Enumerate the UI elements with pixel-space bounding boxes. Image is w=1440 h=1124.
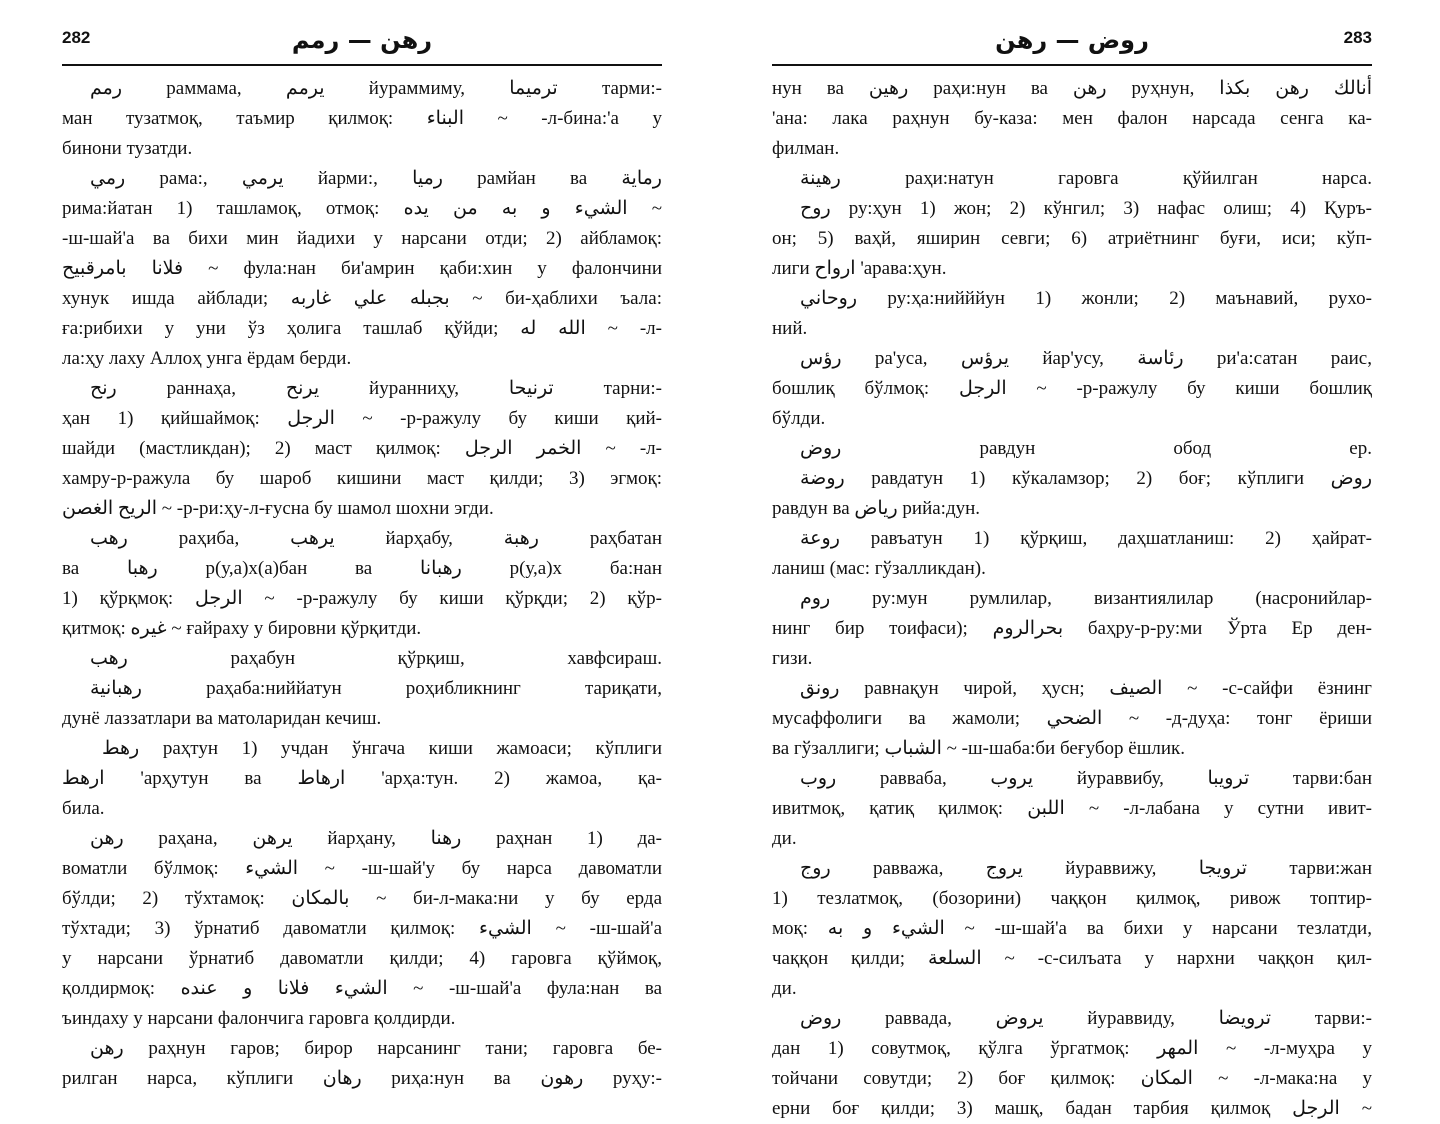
text-line: ди. <box>772 978 797 999</box>
text-line: روض равдун обод ер. <box>800 438 1372 459</box>
text-line: روج равважа, يروج йураввижу, ترويجا тарви:жан <box>800 858 1372 879</box>
text-line: رهينة раҳи:натун гаровга қўйилган нарса. <box>800 168 1372 189</box>
left-page-body <box>62 74 662 1094</box>
text-line: бошлиқ бўлмоқ: الرجل ~ -р-ражулу бу киши бошлиқ <box>772 378 1372 399</box>
text-line: 'ана: лака раҳнун бу-каза: мен фалон нарсада сенга ка- <box>772 108 1372 129</box>
text-line: бўлди. <box>772 408 826 429</box>
text-line: филман. <box>772 138 840 159</box>
text-line: روب равваба, يروب йураввибу, ترويبا тарви:бан <box>800 768 1372 789</box>
text-line: ивитмоқ, қатиқ қилмоқ: اللبن ~ -л-лабана у сутни ивит- <box>772 798 1372 819</box>
right-page-number: 283 <box>1343 28 1372 47</box>
text-line: ва رهبا р(у,а)х(а)бан ва رهبانا р(у,а)х ба:нан <box>62 558 662 579</box>
text-line: у нарсани ўрнатиб давоматли қилди; 4) гаровга қўймоқ, <box>62 948 662 969</box>
text-line: равдун ва رياض рийа:дун. <box>772 498 981 519</box>
text-line: روم ру:мун румлилар, византиялилар (насронийлар- <box>800 588 1372 609</box>
text-line: ҳан 1) қийшаймоқ: الرجل ~ -р-ражулу бу киши қий- <box>62 408 662 429</box>
text-line: ва гўзаллиги; الشباب ~ -ш-шаба:би беғубор ёшлик. <box>772 738 1185 759</box>
text-line: мусаффолиги ва жамоли; الضحي ~ -д-дуҳа: тонг ёриши <box>772 708 1372 729</box>
text-line: 1) тезлатмоқ, (бозорини) чаққон қилмоқ, ривож топтир- <box>772 888 1372 909</box>
right-page-header <box>772 18 1372 66</box>
left-page <box>62 18 662 1094</box>
text-line: روضة равдатун 1) кўкаламзор; 2) боғ; кўплиги روض <box>800 468 1372 489</box>
right-page-body <box>772 74 1372 1124</box>
text-line: қолдирмоқ: الشيء فلانا و عنده ~ -ш-шай'а фула:нан ва <box>62 978 662 999</box>
text-line: ман тузатмоқ, таъмир қилмоқ: البناء ~ -л-бина:'а у <box>62 108 662 129</box>
left-page-header <box>62 18 662 66</box>
text-line: رهن раҳана, يرهن йарҳану, رهنا раҳнан 1) да- <box>90 828 662 849</box>
text-line: хунук ишда айблади; بجبله علي غاربه ~ би-ҳаблихи ъала: <box>62 288 662 309</box>
text-line: ланиш (мас: гўзалликдан). <box>772 558 986 579</box>
text-line: нун ва رهين раҳи:нун ва رهن руҳнун, أنالك رهن بكذا <box>772 78 1372 99</box>
text-line: روح ру:ҳун 1) жон; 2) кўнгил; 3) нафас олиш; 4) Қуръ- <box>800 198 1372 219</box>
text-line: лиги ارواح 'арава:ҳун. <box>772 258 947 279</box>
text-line: он; 5) ваҳй, яширин севги; 6) атриётнинг буғи, иси; кўп- <box>772 228 1372 249</box>
text-line: فلانا بامرقبيح ~ фула:нан би'амрин қаби:хин у фалончини <box>62 258 662 279</box>
right-running-head: روض — رهن <box>995 26 1149 54</box>
text-line: روض раввада, يروض йураввиду, ترويضا тарви:- <box>800 1008 1372 1029</box>
text-line: رهب раҳиба, يرهب йарҳабу, رهبة раҳбатан <box>90 528 662 549</box>
text-line: ла:ҳу лаху Аллоҳ унга ёрдам берди. <box>62 348 352 369</box>
text-line: рима:йатан 1) ташламоқ, отмоқ: الشيء و به من يده ~ <box>62 198 662 219</box>
text-line: الريح الغصن ~ -р-ри:ҳу-л-ғусна бу шамол шохни эгди. <box>62 498 494 519</box>
text-line: روحاني ру:ҳа:нийййун 1) жонли; 2) маънавий, рухо- <box>800 288 1372 309</box>
left-running-head: رهن — رمم <box>291 26 433 54</box>
text-line: ъиндаху у нарсани фалончига гаровга қолдирди. <box>62 1008 456 1029</box>
text-line: нинг бир тоифаси); بحرالروم баҳру-р-ру:ми Ўрта Ер ден- <box>772 618 1372 639</box>
text-line: 1) қўрқмоқ: الرجل ~ -р-ражулу бу киши қўрқди; 2) қўр- <box>62 588 662 609</box>
text-line: ارهط 'арҳутун ва ارهاط 'арҳа:тун. 2) жамоа, қа- <box>62 768 662 789</box>
text-line: رهبانية раҳаба:ниййатун роҳибликнинг тариқати, <box>90 678 662 699</box>
text-line: رهط раҳтун 1) учдан ўнгача киши жамоаси; кўплиги <box>102 738 662 759</box>
left-page-number: 282 <box>62 28 91 47</box>
text-line: моқ: الشيء و به ~ -ш-шай'а ва бихи у нарсани тезлатди, <box>772 918 1372 939</box>
text-line: رؤس ра'уса, يرؤس йар'усу, رئاسة ри'а:сатан раис, <box>800 348 1372 369</box>
text-line: رهن раҳнун гаров; бирор нарсанинг тани; гаровга бе- <box>90 1038 662 1059</box>
text-line: тойчани совутди; 2) боғ қилмоқ: المكان ~ -л-мака:на у <box>772 1068 1372 1089</box>
text-line: روعة равъатун 1) қўрқиш, даҳшатланиш: 2) ҳайрат- <box>800 528 1372 549</box>
text-line: рилган нарса, кўплиги رهان риҳа:нун ва رهون руҳу:- <box>62 1068 662 1089</box>
text-line: шайди (мастликдан); 2) маст қилмоқ: الخمر الرجل ~ -л- <box>62 438 662 459</box>
text-line: гизи. <box>772 648 813 669</box>
text-line: бўлди; 2) тўхтамоқ: بالمكان ~ би-л-мака:ни у бу ерда <box>62 888 662 909</box>
text-line: дунё лаззатлари ва матоларидан кечиш. <box>62 708 382 729</box>
text-line: رونق равнақун чирой, ҳусн; الصيف ~ -с-сайфи ёзнинг <box>800 678 1372 699</box>
text-line: ерни боғ қилди; 3) машқ, бадан тарбия қилмоқ الرجل ~ <box>772 1098 1372 1119</box>
text-line: воматли бўлмоқ: الشيء ~ -ш-шай'у бу нарса давоматли <box>62 858 662 879</box>
text-line: رمي рама:, يرمي йарми:, رميا рамйан ва رماية <box>90 168 662 189</box>
text-line: қитмоқ: غيره ~ ғайраху у бировни қўрқитди. <box>62 618 422 639</box>
text-line: رهب раҳабун қўрқиш, хавфсираш. <box>90 648 662 669</box>
text-line: дан 1) совутмоқ, қўлга ўргатмоқ: المهر ~ -л-муҳра у <box>772 1038 1372 1059</box>
text-line: ға:рибихи у уни ўз ҳолига ташлаб қўйди; الله له ~ -л- <box>62 318 662 339</box>
text-line: чаққон қилди; السلعة ~ -с-силъата у нархни чаққон қил- <box>772 948 1372 969</box>
text-line: тўхтади; 3) ўрнатиб давоматли қилмоқ: الشيء ~ -ш-шай'а <box>62 918 662 939</box>
text-line: била. <box>62 798 105 819</box>
text-line: бинони тузатди. <box>62 138 193 159</box>
text-line: ний. <box>772 318 808 339</box>
text-line: رنح раннаҳа, يرنح йуранниҳу, ترنيحا тарни:- <box>90 378 662 399</box>
text-line: ди. <box>772 828 797 849</box>
text-line: -ш-шай'а ва бихи мин йадихи у нарсани отди; 2) айбламоқ: <box>62 228 662 249</box>
text-line: хамру-р-ражула бу шароб кишини маст қилди; 3) эгмоқ: <box>62 468 662 489</box>
text-line: رمم раммама, يرمم йураммиму, ترميما тарми:- <box>90 78 662 99</box>
right-page <box>772 18 1372 1124</box>
